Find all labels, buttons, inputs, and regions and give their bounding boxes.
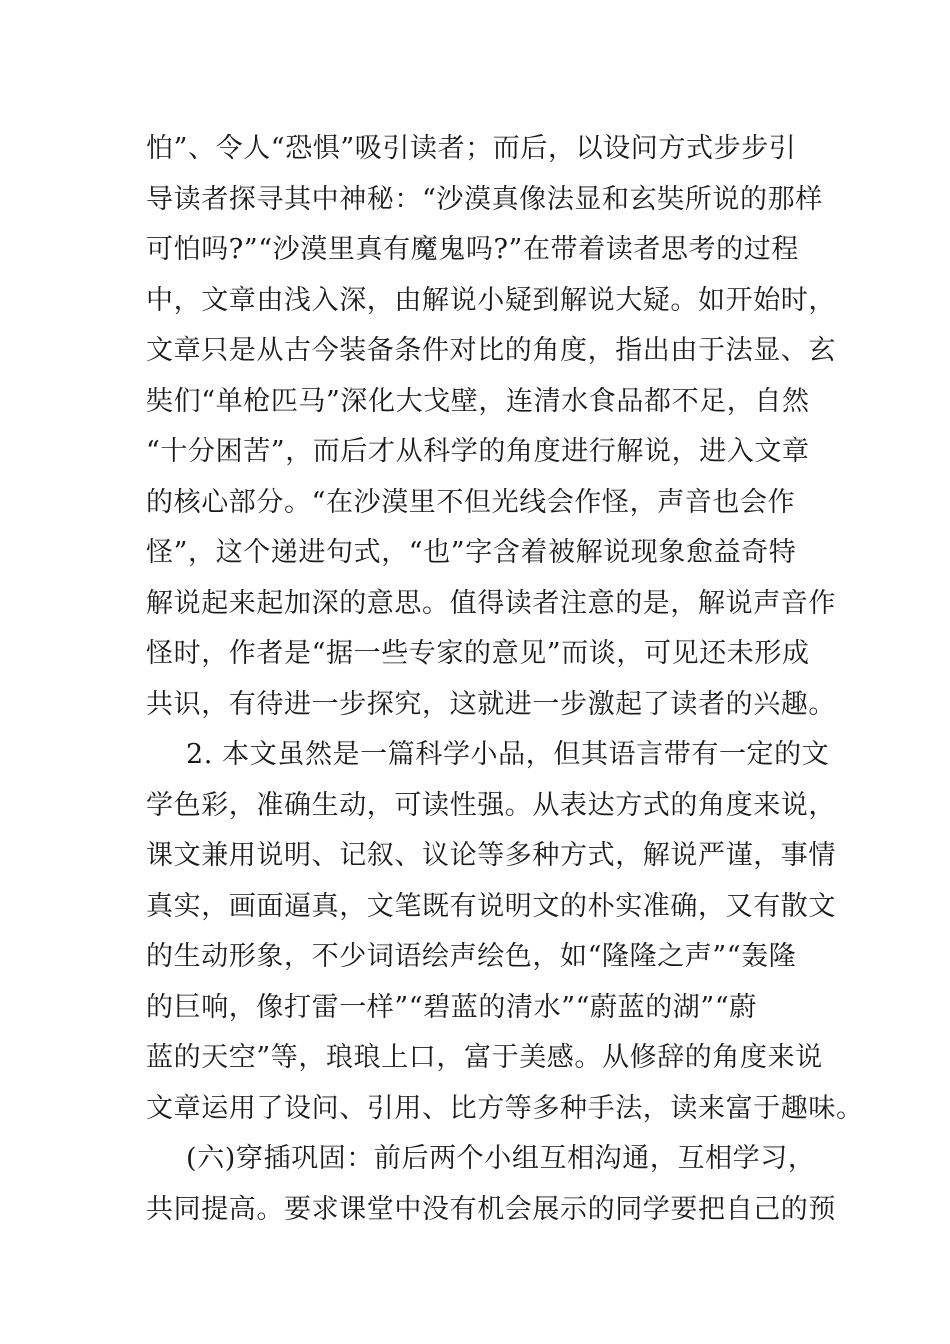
- text-line: 怕”、令人“恐惧”吸引读者；而后，以设问方式步步引: [146, 133, 797, 164]
- paragraph-start-line: (六)穿插巩固：前后两个小组互相沟通，互相学习，: [186, 1143, 816, 1174]
- text-line: 学色彩，准确生动，可读性强。从表达方式的角度来说，: [146, 789, 836, 821]
- text-line: 可怕吗?”“沙漠里真有魔鬼吗?”在带着读者思考的过程: [146, 234, 799, 265]
- text-line: 的巨响，像打雷一样”“碧蓝的清水”“蔚蓝的湖”“蔚: [146, 991, 757, 1023]
- text-line: 真实，画面逼真，文笔既有说明文的朴实准确，又有散文: [146, 890, 836, 922]
- text-line: 蓝的天空”等，琅琅上口，富于美感。从修辞的角度来说: [146, 1042, 823, 1073]
- text-line: 共识，有待进一步探究，这就进一步激起了读者的兴趣。: [146, 688, 836, 720]
- text-line: “十分困苦”，而后才从科学的角度进行解说，进入文章: [146, 436, 810, 467]
- text-line: 怪”，这个递进句式，“也”字含着被解说现象愈益奇特: [146, 537, 797, 568]
- text-line: 的生动形象，不少词语绘声绘色，如“隆隆之声”“轰隆: [146, 941, 797, 972]
- text-line: 共同提高。要求课堂中没有机会展示的同学要把自己的预: [146, 1193, 836, 1225]
- text-line: 奘们“单枪匹马”深化大戈壁，连清水食品都不足，自然: [146, 385, 810, 417]
- paragraph-start-line: 2. 本文虽然是一篇科学小品，但其语言带有一定的文: [186, 739, 830, 770]
- text-line: 解说起来起加深的意思。值得读者注意的是，解说声音作: [146, 587, 836, 619]
- text-line: 怪时，作者是“据一些专家的意见”而谈，可见还未形成: [146, 638, 810, 669]
- text-line: 导读者探寻其中神秘：“沙漠真像法显和玄奘所说的那样: [146, 183, 823, 215]
- text-line: 的核心部分。“在沙漠里不但光线会作怪，声音也会作: [146, 486, 796, 518]
- text-line: 中，文章由浅入深，由解说小疑到解说大疑。如开始时，: [146, 284, 836, 316]
- body-text: [146, 124, 864, 1235]
- text-line: 文章运用了设问、引用、比方等多种手法，读来富于趣味。: [146, 1092, 864, 1124]
- text-line: 课文兼用说明、记叙、议论等多种方式，解说严谨，事情: [146, 840, 836, 871]
- text-line: 文章只是从古今装备条件对比的角度，指出由于法显、玄: [146, 335, 836, 366]
